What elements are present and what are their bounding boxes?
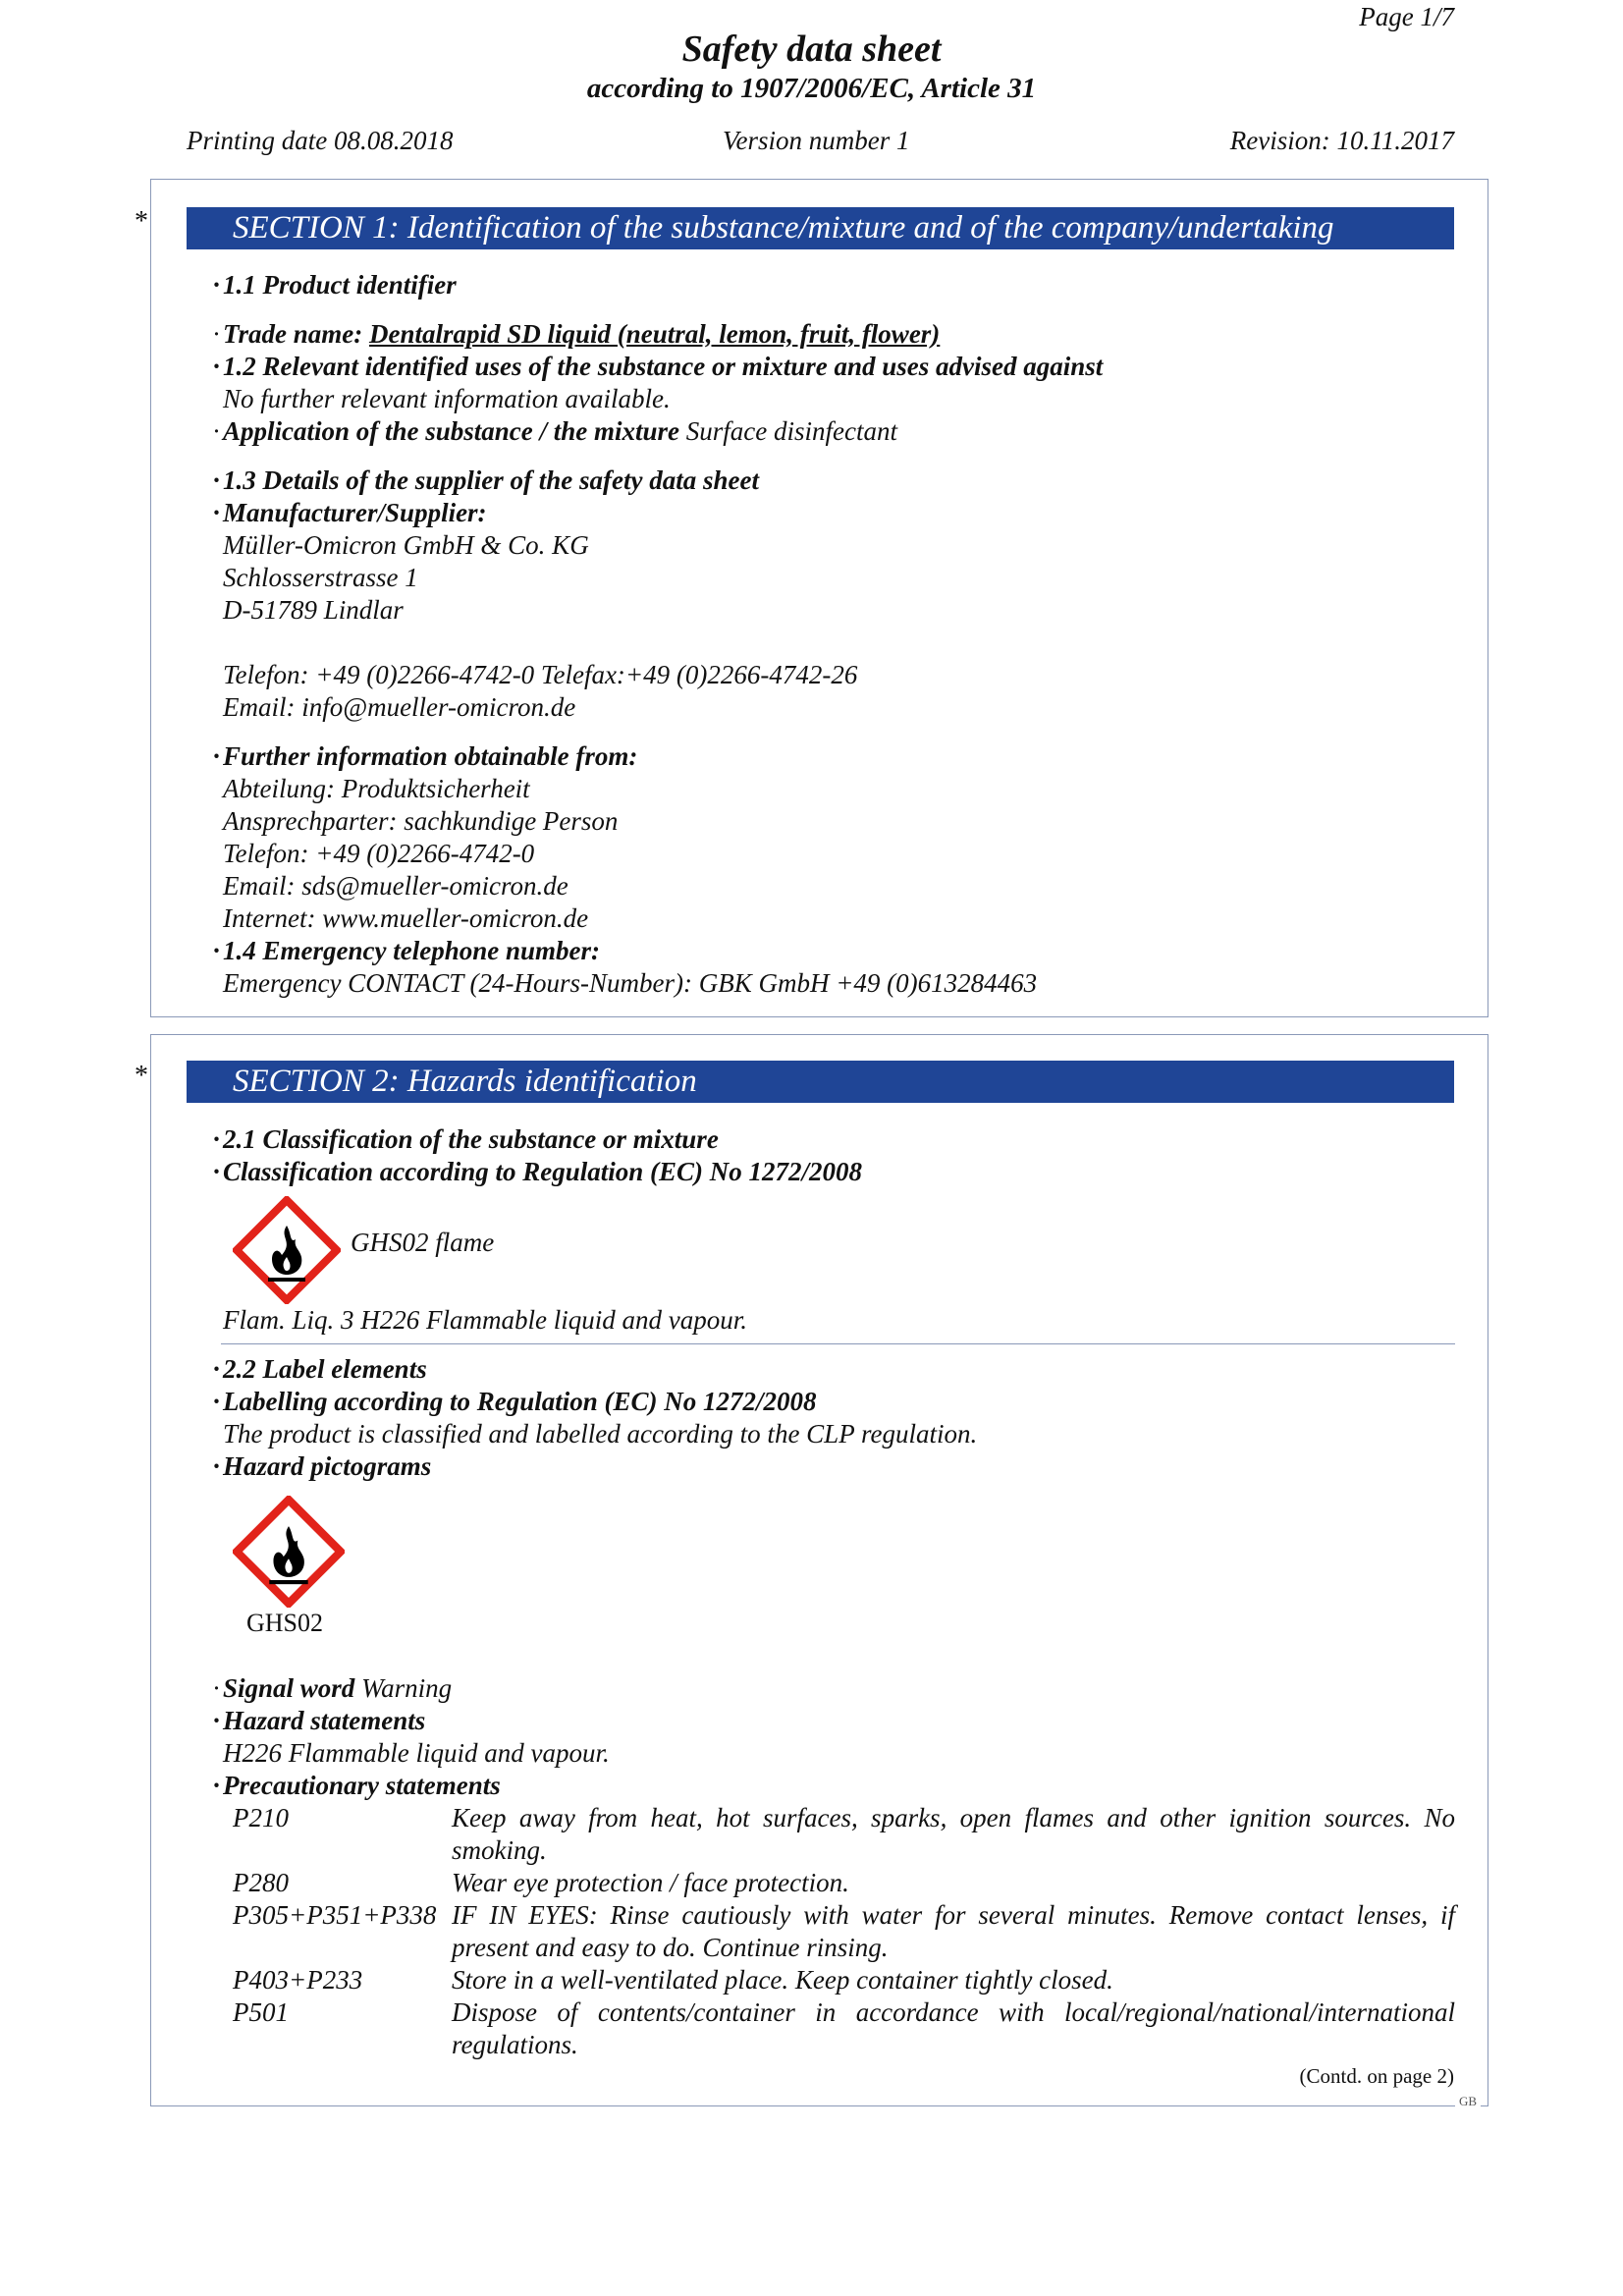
precautionary-text: IF IN EYES: Rinse cautiously with water for several minutes. Remove contact lenses, if present and easy to do. Continue rinsing. [452, 1900, 1455, 1962]
section-2-heading: SECTION 2: Hazards identification [187, 1061, 1454, 1103]
precautionary-text: Keep away from heat, hot surfaces, sparks, open flames and other ignition sources. No smoking. [452, 1803, 1455, 1865]
precautionary-code: P305+P351+P338 [233, 1900, 437, 1930]
hazard-pictograms-heading: ·Hazard pictograms [212, 1451, 432, 1481]
divider [221, 1343, 1455, 1344]
printing-date: Printing date 08.08.2018 [187, 126, 454, 155]
email2-line: Email: sds@mueller-omicron.de [223, 871, 568, 901]
hazard-statements-heading: ·Hazard statements [212, 1706, 426, 1735]
further-info-label: ·Further information obtainable from: [212, 741, 638, 771]
ansprechpartner-line: Ansprechparter: sachkundige Person [223, 806, 619, 836]
telefon2-line: Telefon: +49 (0)2266-4742-0 [223, 839, 535, 868]
precautionary-code: P501 [233, 1997, 289, 2027]
h226-statement: H226 Flammable liquid and vapour. [223, 1738, 610, 1768]
country-code: GB [1455, 2094, 1481, 2109]
telefon-line: Telefon: +49 (0)2266-4742-0 Telefax:+49 (0)2266-4742-26 [223, 660, 858, 689]
revision-date: Revision: 10.11.2017 [1229, 126, 1454, 155]
manufacturer-label: ·Manufacturer/Supplier: [212, 498, 487, 527]
company-name: Müller-Omicron GmbH & Co. KG [223, 530, 589, 560]
labelling-text: The product is classified and labelled according to the CLP regulation. [223, 1419, 978, 1449]
signal-word-line: ·Signal word Warning [212, 1673, 453, 1703]
label-elements-heading: ·2.2 Label elements [212, 1354, 427, 1384]
revision-star: * [135, 1061, 148, 1091]
precautionary-heading: ·Precautionary statements [212, 1771, 501, 1800]
ghs02-flame-label: GHS02 flame [351, 1228, 495, 1257]
precautionary-code: P403+P233 [233, 1965, 363, 1995]
precautionary-text: Wear eye protection / face protection. [452, 1868, 849, 1897]
emergency-label: ·1.4 Emergency telephone number: [212, 936, 600, 965]
email-line: Email: info@mueller-omicron.de [223, 692, 576, 722]
classification-heading: ·2.1 Classification of the substance or mixture [212, 1124, 719, 1154]
emergency-value: Emergency CONTACT (24-Hours-Number): GBK GmbH +49 (0)613284463 [223, 968, 1038, 998]
uses-text: No further relevant information available. [223, 384, 671, 413]
precautionary-code: P280 [233, 1868, 289, 1897]
page-number: Page 1/7 [1359, 2, 1454, 31]
abteilung-line: Abteilung: Produktsicherheit [223, 774, 530, 803]
labelling-regulation: ·Labelling according to Regulation (EC) No 1272/2008 [212, 1387, 817, 1416]
ghs02-flame-icon [233, 1496, 345, 1608]
uses-heading: ·1.2 Relevant identified uses of the substance or mixture and uses advised against [212, 352, 1104, 381]
classification-regulation: ·Classification according to Regulation (EC) No 1272/2008 [212, 1157, 863, 1186]
street-address: Schlosserstrasse 1 [223, 563, 418, 592]
document-title: Safety data sheet [681, 28, 942, 70]
precautionary-code: P210 [233, 1803, 289, 1832]
precautionary-text: Dispose of contents/container in accordance with local/regional/national/international regulations. [452, 1997, 1455, 2059]
version-number: Version number 1 [723, 126, 910, 155]
internet-line: Internet: www.mueller-omicron.de [223, 903, 589, 933]
ghs02-flame-icon [233, 1196, 341, 1304]
precautionary-text: Store in a well-ventilated place. Keep container tightly closed. [452, 1965, 1113, 1995]
revision-star: * [135, 206, 148, 237]
document-subtitle: according to 1907/2006/EC, Article 31 [586, 73, 1037, 104]
continued-note: (Contd. on page 2) [1299, 2064, 1454, 2088]
supplier-heading: ·1.3 Details of the supplier of the safety data sheet [212, 465, 759, 495]
trade-name-line: ·Trade name: Dentalrapid SD liquid (neutral, lemon, fruit, flower) [212, 319, 941, 349]
application-line: ·Application of the substance / the mixture Surface disinfectant [212, 416, 898, 446]
product-identifier-heading: ·1.1 Product identifier [212, 270, 457, 300]
city-address: D-51789 Lindlar [223, 595, 404, 625]
ghs02-code: GHS02 [246, 1609, 324, 1637]
section-1-heading: SECTION 1: Identification of the substance/mixture and of the company/undertaking [187, 207, 1454, 249]
flam-liq-classification: Flam. Liq. 3 H226 Flammable liquid and vapour. [223, 1305, 747, 1335]
